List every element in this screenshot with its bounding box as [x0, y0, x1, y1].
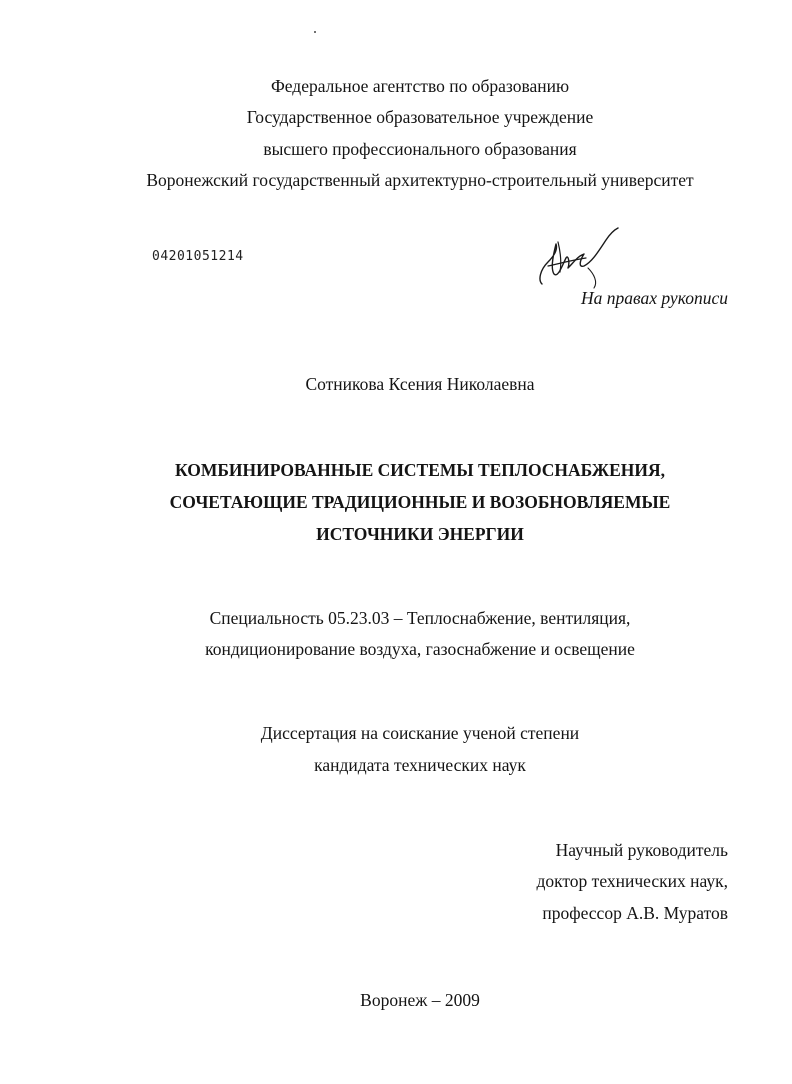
header-university: Воронежский государственный архитектурно-строительный университет — [146, 170, 694, 190]
specialty-line-1: Специальность 05.23.03 – Теплоснабжение, вентиляция, — [209, 608, 631, 628]
scan-speck — [314, 31, 316, 33]
header-institution-type: Государственное образовательное учреждение — [246, 107, 594, 127]
place-and-year: Воронеж – 2009 — [360, 990, 480, 1010]
supervisor-role: Научный руководитель — [555, 840, 728, 860]
dissertation-title-line-1: КОМБИНИРОВАННЫЕ СИСТЕМЫ ТЕПЛОСНАБЖЕНИЯ, — [174, 460, 666, 480]
supervisor-degree: доктор технических наук, — [536, 871, 728, 891]
header-education-level: высшего профессионального образования — [263, 139, 577, 159]
supervisor-name: профессор А.В. Муратов — [542, 903, 728, 923]
manuscript-note: На правах рукописи — [581, 288, 728, 308]
registry-code: 04201051214 — [152, 249, 244, 264]
degree-line-2: кандидата технических наук — [314, 755, 526, 775]
header-agency: Федеральное агентство по образованию — [270, 76, 570, 96]
dissertation-title-line-2: СОЧЕТАЮЩИЕ ТРАДИЦИОННЫЕ И ВОЗОБНОВЛЯЕМЫЕ — [169, 492, 671, 512]
dissertation-title-line-3: ИСТОЧНИКИ ЭНЕРГИИ — [316, 524, 524, 544]
signature-icon — [528, 222, 628, 292]
specialty-line-2: кондиционирование воздуха, газоснабжение и освещение — [205, 639, 635, 659]
degree-line-1: Диссертация на соискание ученой степени — [260, 723, 580, 743]
author-name: Сотникова Ксения Николаевна — [305, 374, 535, 394]
